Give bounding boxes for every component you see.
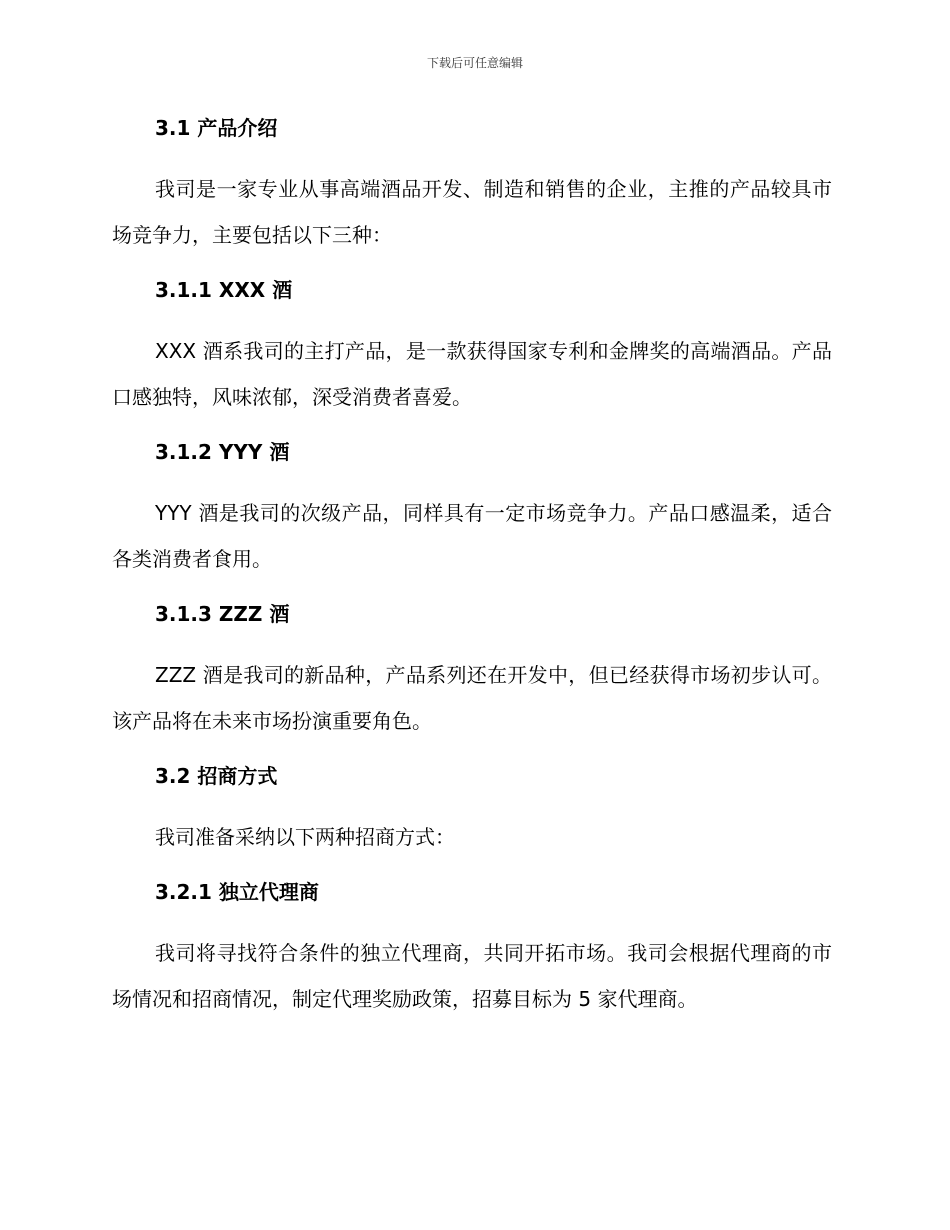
- section-heading-3-1-1: 3.1.1 XXX 酒: [155, 278, 293, 302]
- section-heading-3-2-1: 3.2.1 独立代理商: [155, 880, 319, 904]
- section-body-3-1-3: ZZZ 酒是我司的新品种，产品系列还在开发中，但已经获得市场初步认可。该产品将在未来市场扮演重要角色。: [112, 663, 832, 733]
- section-body-3-1-1: XXX 酒系我司的主打产品，是一款获得国家专利和金牌奖的高端酒品。产品口感独特，风味浓郁，深受消费者喜爱。: [112, 339, 832, 409]
- section-body-3-2: 我司准备采纳以下两种招商方式：: [155, 825, 455, 849]
- section-body-3-2-1: 我司将寻找符合条件的独立代理商，共同开拓市场。我司会根据代理商的市场情况和招商情况，制定代理奖励政策，招募目标为 5 家代理商。: [112, 941, 832, 1011]
- section-heading-3-1-3: 3.1.3 ZZZ 酒: [155, 602, 290, 626]
- section-heading-3-2: 3.2 招商方式: [155, 764, 278, 788]
- document-content: [112, 112, 832, 1022]
- section-heading-3-1: 3.1 产品介绍: [155, 116, 278, 140]
- section-body-3-1-2: YYY 酒是我司的次级产品，同样具有一定市场竞争力。产品口感温柔，适合各类消费者食用。: [112, 501, 832, 571]
- section-heading-3-1-2: 3.1.2 YYY 酒: [155, 440, 290, 464]
- section-body-3-1: 我司是一家专业从事高端酒品开发、制造和销售的企业，主推的产品较具市场竞争力，主要包括以下三种：: [112, 177, 832, 247]
- header-note: 下载后可任意编辑: [426, 56, 523, 70]
